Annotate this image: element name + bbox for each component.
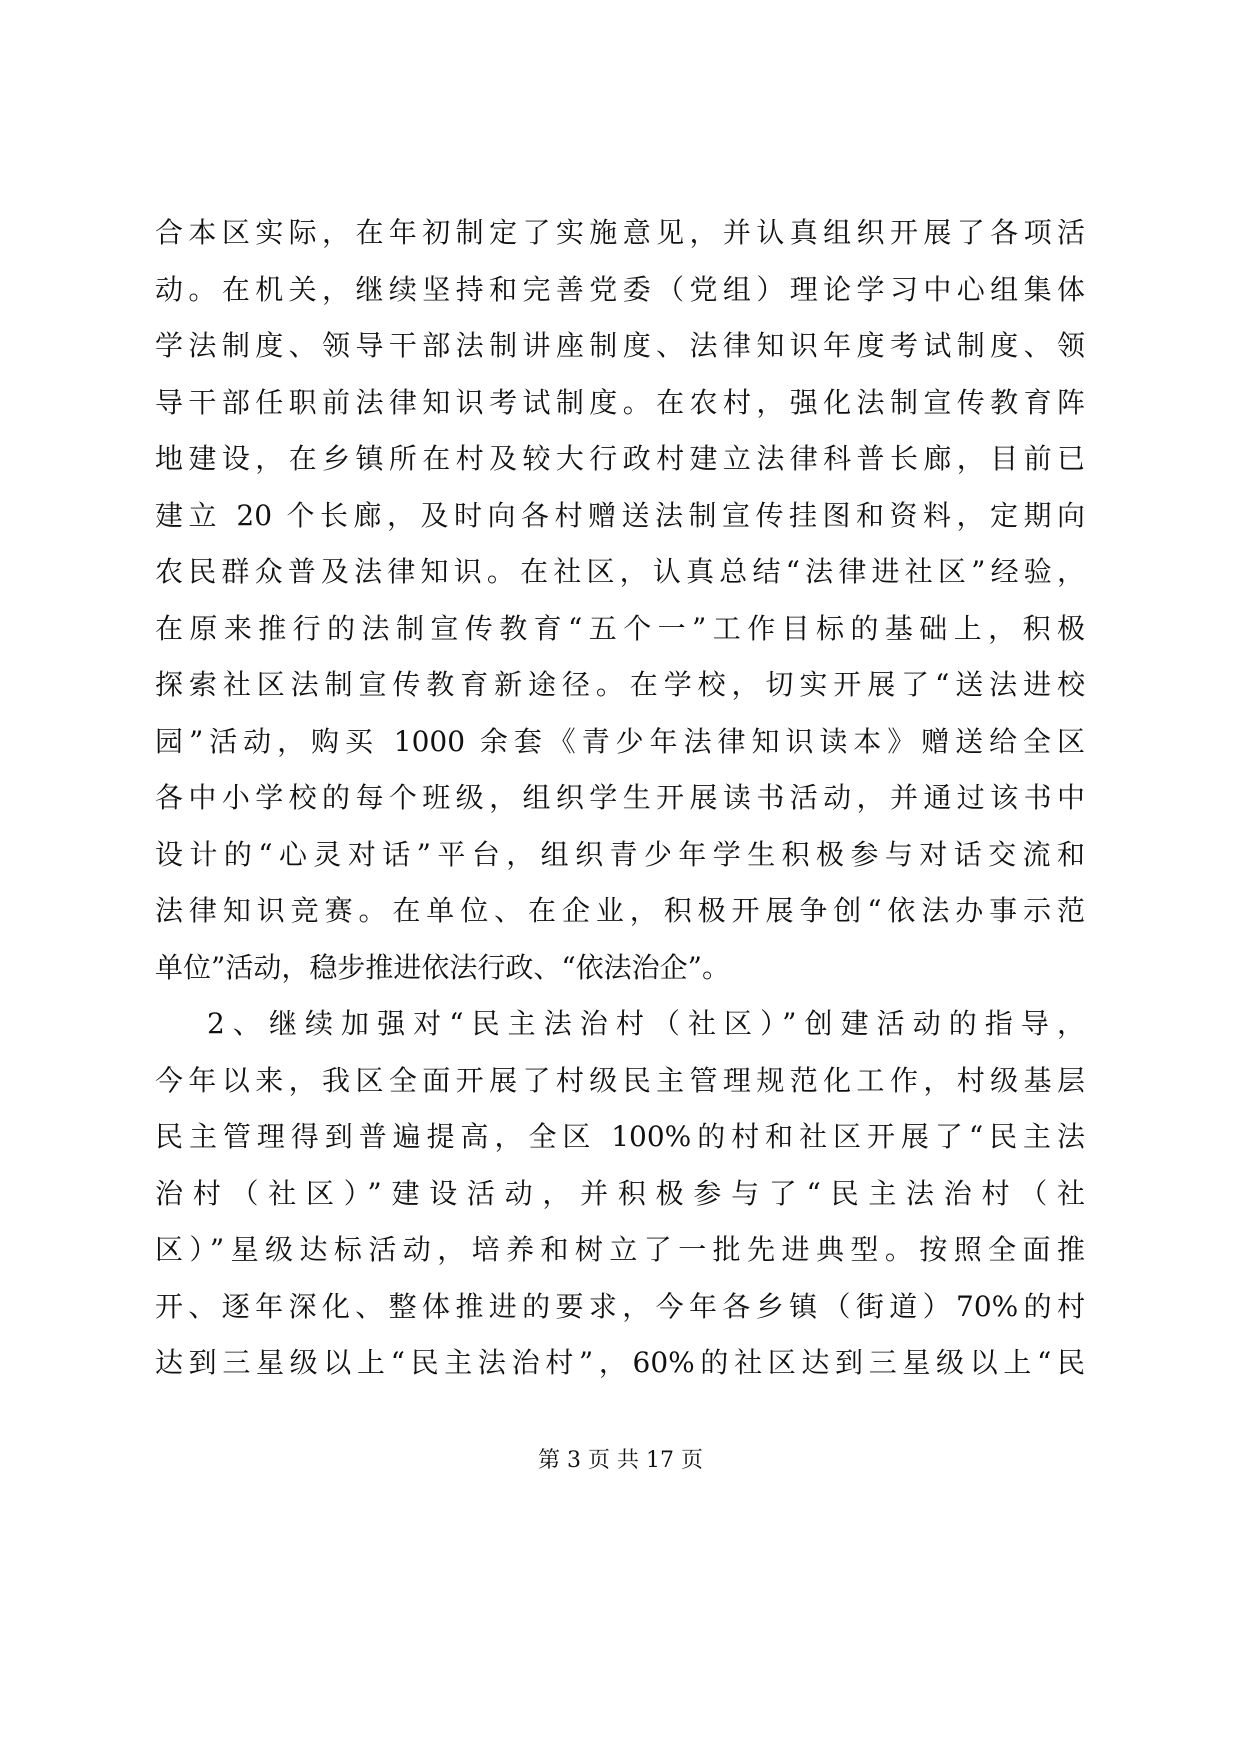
paragraph-line: 各中小学校的每个班级，组织学生开展读书活动，并通过该书中	[155, 781, 1085, 814]
paragraph-line: 开、逐年深化、整体推进的要求，今年各乡镇（街道）70%的村	[155, 1289, 1085, 1323]
paragraph-line: 农民群众普及法律知识。在社区，认真总结“法律进社区”经验，	[155, 555, 1085, 588]
paragraph-1	[155, 205, 1085, 996]
paragraph-line: 地建设，在乡镇所在村及较大行政村建立法律科普长廊，目前已	[155, 442, 1085, 475]
paragraph-line: 区）”星级达标活动，培养和树立了一批先进典型。按照全面推	[155, 1233, 1085, 1266]
paragraph-line: 治村（社区）”建设活动，并积极参与了“民主法治村（社	[155, 1176, 1085, 1210]
paragraph-line: 2、继续加强对“民主法治村（社区）”创建活动的指导，	[207, 1007, 1085, 1040]
paragraph-line: 导干部任职前法律知识考试制度。在农村，强化法制宣传教育阵	[155, 385, 1085, 419]
paragraph-line: 今年以来，我区全面开展了村级民主管理规范化工作，村级基层	[155, 1063, 1085, 1097]
paragraph-line: 学法制度、领导干部法制讲座制度、法律知识年度考试制度、领	[155, 329, 1085, 362]
page-number-footer: 第 3 页 共 17 页	[538, 1448, 703, 1473]
paragraph-line: 动。在机关，继续坚持和完善党委（党组）理论学习中心组集体	[155, 272, 1085, 306]
paragraph-line: 设计的“心灵对话”平台，组织青少年学生积极参与对话交流和	[155, 837, 1085, 871]
paragraph-line: 建立 20 个长廊，及时向各村赠送法制宣传挂图和资料，定期向	[155, 498, 1085, 532]
paragraph-line: 单位”活动，稳步推进依法行政、“依法治企”。	[155, 950, 730, 984]
paragraph-line: 合本区实际，在年初制定了实施意见，并认真组织开展了各项活	[155, 216, 1085, 249]
paragraph-line: 探索社区法制宣传教育新途径。在学校，切实开展了“送法进校	[155, 668, 1085, 701]
paragraph-line: 在原来推行的法制宣传教育“五个一”工作目标的基础上，积极	[155, 611, 1085, 645]
paragraph-line: 园”活动，购买 1000 余套《青少年法律知识读本》赠送给全区	[155, 724, 1085, 758]
paragraph-line: 达到三星级以上“民主法治村”，60%的社区达到三星级以上“民	[155, 1346, 1085, 1379]
body-text	[155, 205, 1085, 1392]
paragraph-line: 民主管理得到普遍提高，全区 100%的村和社区开展了“民主法	[155, 1120, 1085, 1153]
paragraph-2	[155, 996, 1085, 1392]
paragraph-line: 法律知识竞赛。在单位、在企业，积极开展争创“依法办事示范	[155, 894, 1085, 927]
